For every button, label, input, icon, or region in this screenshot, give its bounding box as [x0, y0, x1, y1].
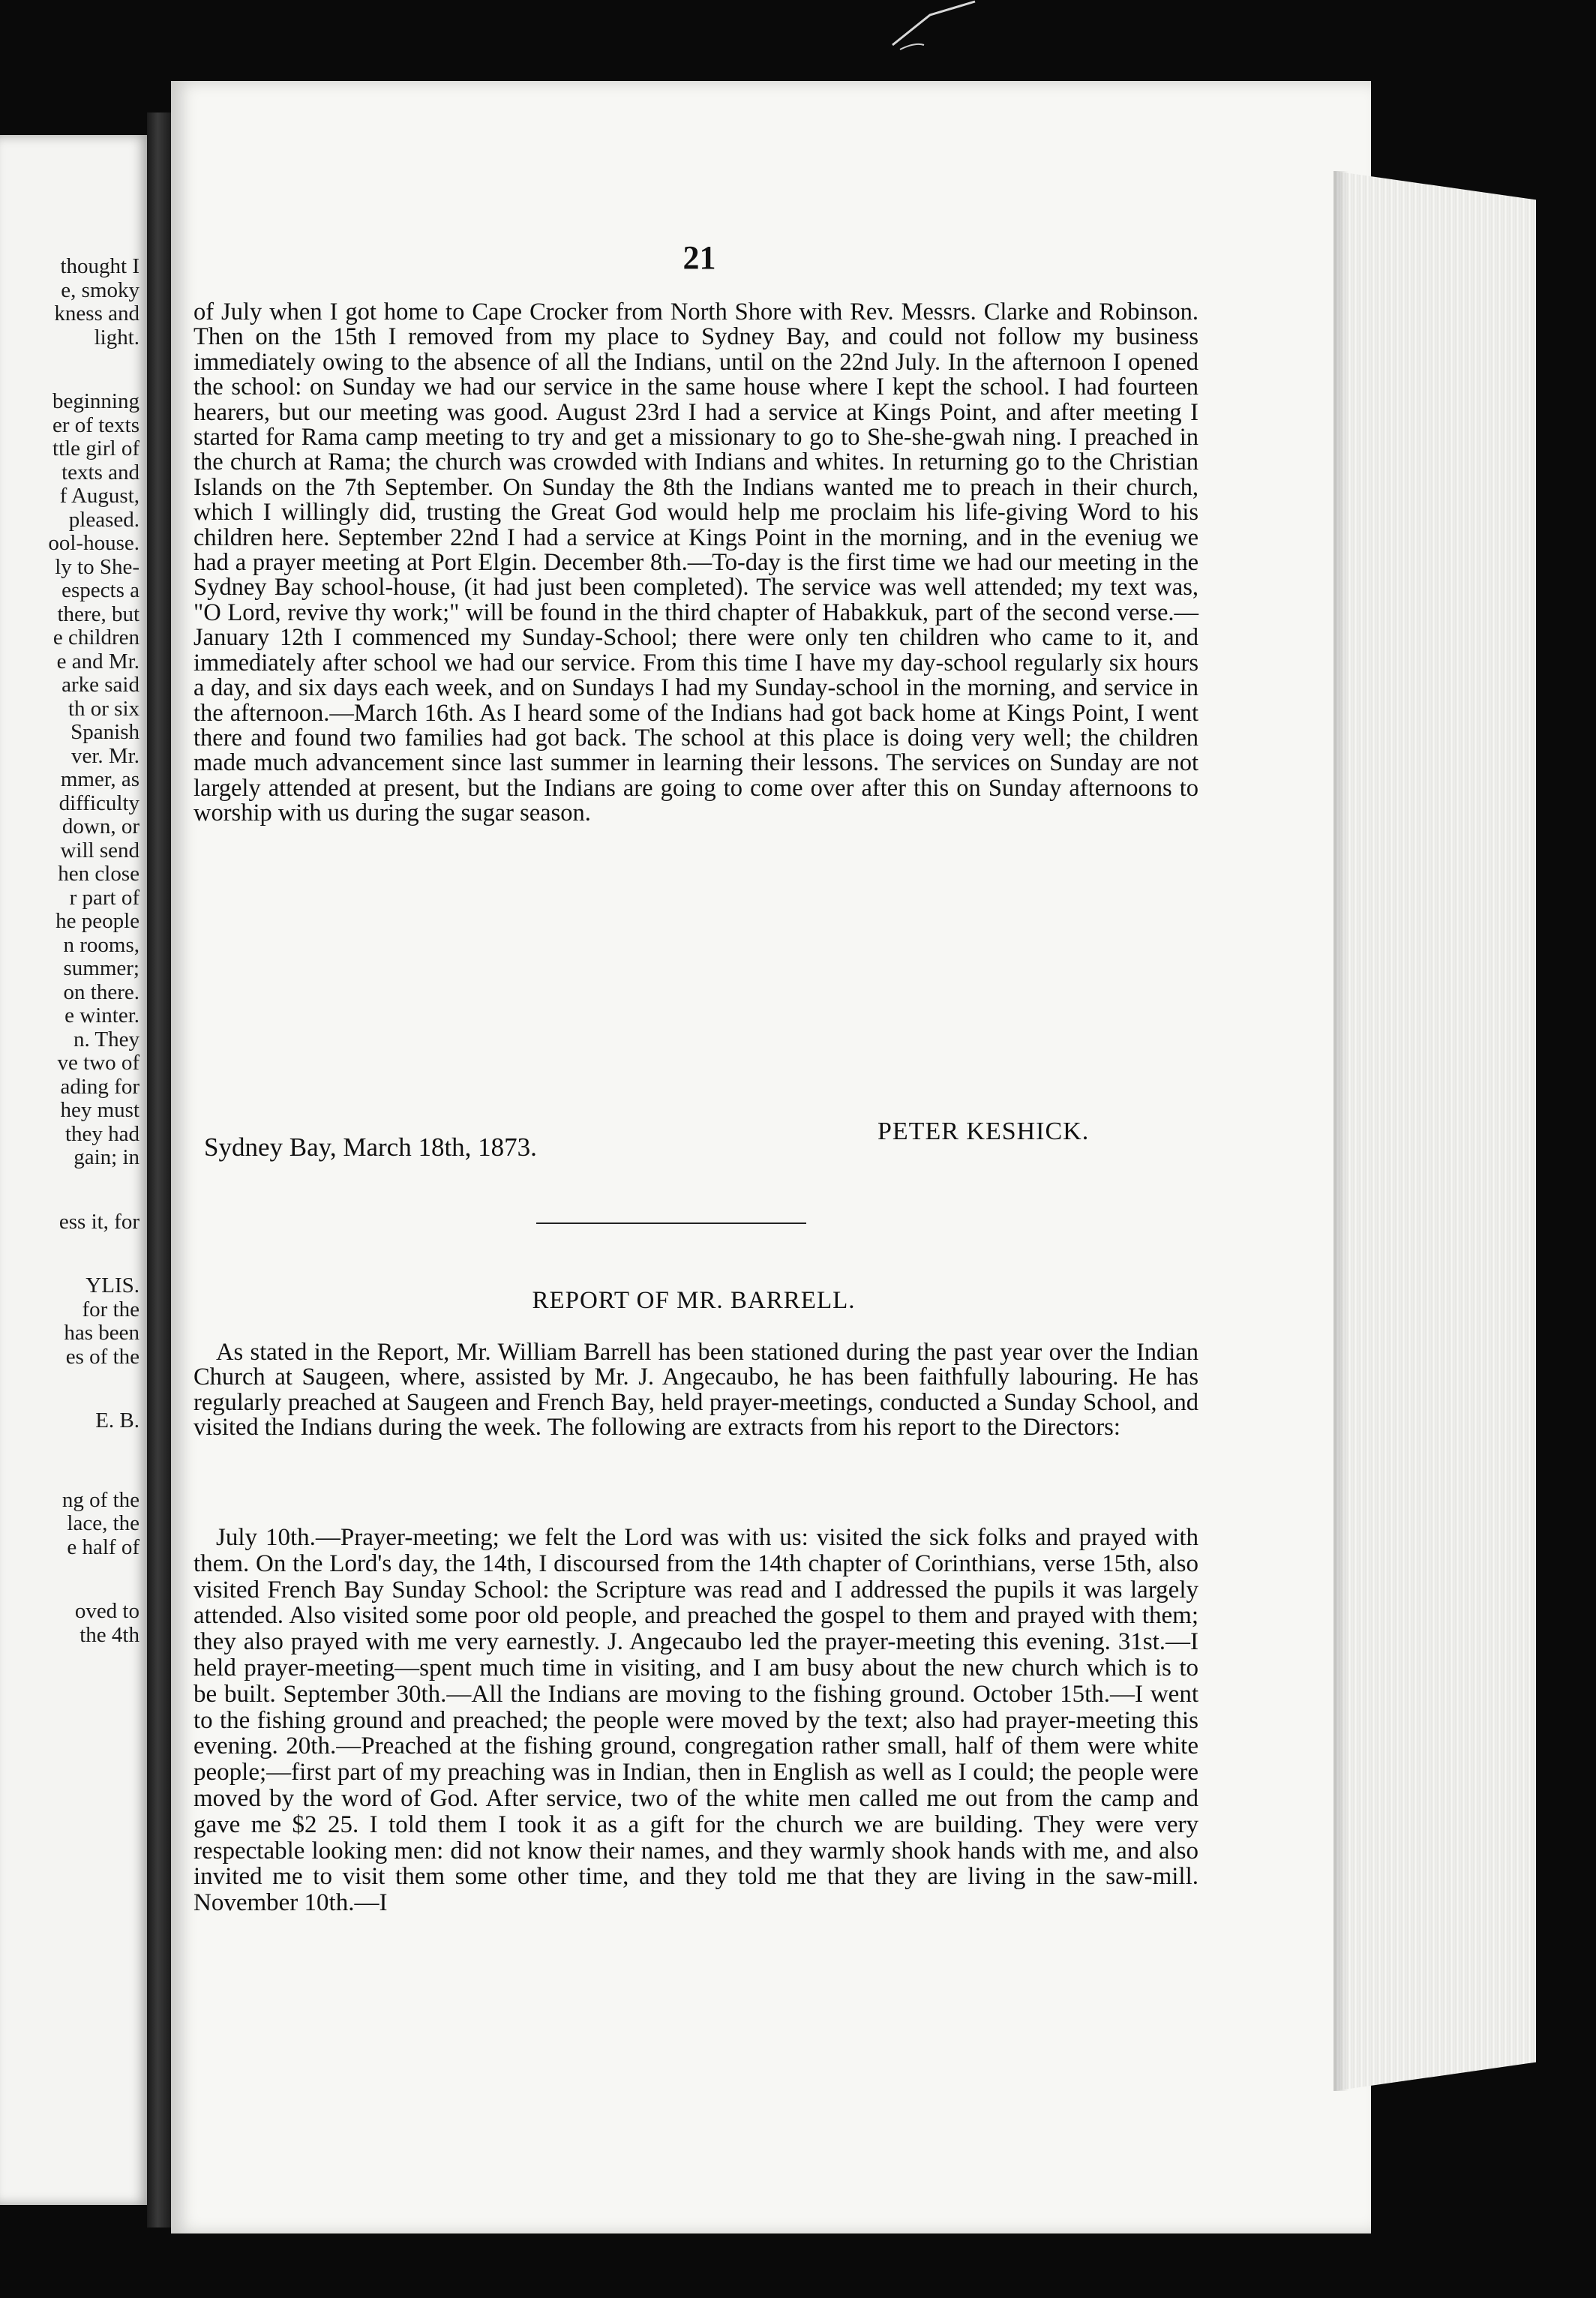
- left-line: r part of: [69, 885, 140, 910]
- left-line: es of the: [65, 1344, 140, 1369]
- section-divider: [536, 1222, 806, 1224]
- scan-scratch-mark: [885, 0, 990, 52]
- left-line: lace, the: [67, 1511, 140, 1535]
- left-line: ess it, for: [58, 1209, 140, 1234]
- left-line: the 4th: [80, 1622, 140, 1647]
- report-extract-paragraph: July 10th.—Prayer-meeting; we felt the Lord was with us: visited the sick folks and prayed with them. On the Lord's day, the 14th, I discoursed from the 14th chapter of Corinthians, verse 15th, also visited French Bay Sunday School: the Scripture was read and I addressed the pupils it was largely attended. Also visited some poor old people, and preached the gospel to them and prayed with them; they also prayed with me very earnestly. J. Angecaubo led the prayer-meeting this evening. 31st.—I held prayer-meeting—spent much time in visiting, and I am busy about the new church which is to be built. September 30th.—All the Indians are moving to the fishing ground. October 15th.—I went to the fishing ground and preached; the people were moved by the text; also had prayer-meeting this evening. 20th.—Preached at the fishing ground, congregation rather small, half of them were white people;—first part of my preaching was in Indian, then in English as well as I could; the people were moved by the word of God. After service, two of the white men called me out from the camp and gave me $2 25. I told them I took it as a gift for the church we are building. They were very respectable looking men: did not know their names, and they warmly shook hands with me, and also invited me to visit them some other time, and they told me that they are living in the saw-mill. November 10th.—I: [194, 1524, 1198, 1917]
- left-line: beginning: [52, 389, 140, 413]
- left-line: ool-house.: [48, 531, 140, 555]
- left-line: arke said: [62, 673, 140, 697]
- left-line: pleased.: [68, 507, 140, 532]
- left-line: mmer, as: [60, 767, 140, 791]
- left-facing-page: [0, 135, 150, 2205]
- left-line: er of texts: [52, 412, 140, 437]
- left-line: hey must: [60, 1098, 140, 1122]
- page-number: 21: [682, 239, 716, 276]
- left-line: he people: [56, 909, 140, 933]
- left-line: n rooms,: [63, 932, 140, 957]
- page-edge-shadow: [1334, 171, 1348, 2091]
- left-line: ading for: [60, 1074, 140, 1099]
- left-line: summer;: [63, 956, 140, 980]
- letter-signature: PETER KESHICK.: [878, 1118, 1090, 1145]
- left-line: kness and: [54, 302, 140, 326]
- left-line: ver. Mr.: [70, 743, 140, 768]
- left-line: down, or: [62, 814, 140, 838]
- left-line: they had: [64, 1121, 140, 1146]
- left-line: ly to She-: [55, 554, 140, 579]
- left-line: e and Mr.: [56, 649, 140, 674]
- left-line: e children: [52, 626, 140, 650]
- left-line: will send: [60, 838, 140, 862]
- left-line: E. B.: [95, 1408, 140, 1432]
- left-line: difficulty: [58, 790, 140, 815]
- left-line: oved to: [74, 1599, 140, 1623]
- left-line: ng of the: [62, 1487, 140, 1512]
- left-line: f August,: [59, 484, 140, 508]
- left-line: th or six: [68, 696, 140, 721]
- left-line: texts and: [62, 460, 140, 484]
- left-line: e winter.: [64, 1004, 140, 1028]
- left-line: ve two of: [57, 1051, 140, 1075]
- left-line: gain; in: [74, 1145, 140, 1169]
- left-line: on there.: [63, 980, 140, 1004]
- left-line: e, smoky: [61, 278, 140, 302]
- left-line: thought I: [60, 254, 140, 278]
- left-line: Spanish: [70, 720, 140, 744]
- left-line: light.: [94, 325, 140, 350]
- left-line: e half of: [67, 1534, 140, 1559]
- book-gutter: [147, 112, 174, 2228]
- keshick-letter-paragraph: of July when I got home to Cape Crocker from North Shore with Rev. Messrs. Clarke and Robinson. Then on the 15th I removed from my place to Sydney Bay, and could not follow my business immediately owing to the absence of all the Indians, until on the 22nd July. In the afternoon I opened the school: on Sunday we had our service in the same house where I kept the school. I had fourteen hearers, but our meeting was good. August 23rd I had a service at Kings Point, and after meeting I started for Rama camp meeting to try and get a missionary to go to She-she-gwah ning. I preached in the church at Rama; the church was crowded with Indians and whites. In returning go to the Christian Islands on the 7th September. On Sunday the 8th the Indians wanted me to preach in their church, which I willingly did, trusting the Great God would help me proclaim his life-giving Word to his children here. September 22nd I had a service at Kings Point in the morning, and in the eveniug we had a prayer meeting at Port Elgin. December 8th.—To-day is the first time we had our meeting in the Sydney Bay school-house, (it had just been completed). The service was well attended; my text was, "O Lord, revive thy work;" will be found in the third chapter of Habakkuk, part of the second verse.—January 12th I commenced my Sunday-School; there were only ten children who came to it, and immediately after school we had our service. From this time I have my day-school regularly six hours a day, and six days each week, and on Sundays I had my Sunday-school in the morning, and service in the afternoon.—March 16th. As I heard some of the Indians had got back home at Kings Point, I went there and found two families had got back. The school at this place is doing very well; the children made much advancement since last summer in learning their lessons. The services on Sunday are not largely attended at present, but the Indians are going to come over after this on Sunday afternoons to worship with us during the sugar season.: [194, 298, 1198, 827]
- left-line: for the: [82, 1297, 140, 1322]
- left-line: espects a: [62, 578, 140, 602]
- left-page-text: [0, 255, 140, 1647]
- left-line: has been: [64, 1321, 140, 1345]
- section-heading: REPORT OF MR. BARRELL.: [532, 1287, 856, 1314]
- left-line: n. They: [73, 1027, 140, 1052]
- left-line: ttle girl of: [52, 436, 140, 460]
- left-line: YLIS.: [86, 1274, 140, 1298]
- letter-dateline: Sydney Bay, March 18th, 1873.: [204, 1132, 537, 1162]
- left-line: there, but: [57, 602, 140, 626]
- page-block-edges: [1334, 171, 1536, 2091]
- report-intro-paragraph: As stated in the Report, Mr. William Barrell has been stationed during the past year over the Indian Church at Saugeen, where, assisted by Mr. J. Angecaubo, he has been faithfully labouring. He has regularly preached at Saugeen and French Bay, held prayer-meetings, conducted a Sunday School, and visited the Indians during the week. The following are extracts from his report to the Directors:: [194, 1339, 1198, 1442]
- left-line: hen close: [58, 862, 140, 886]
